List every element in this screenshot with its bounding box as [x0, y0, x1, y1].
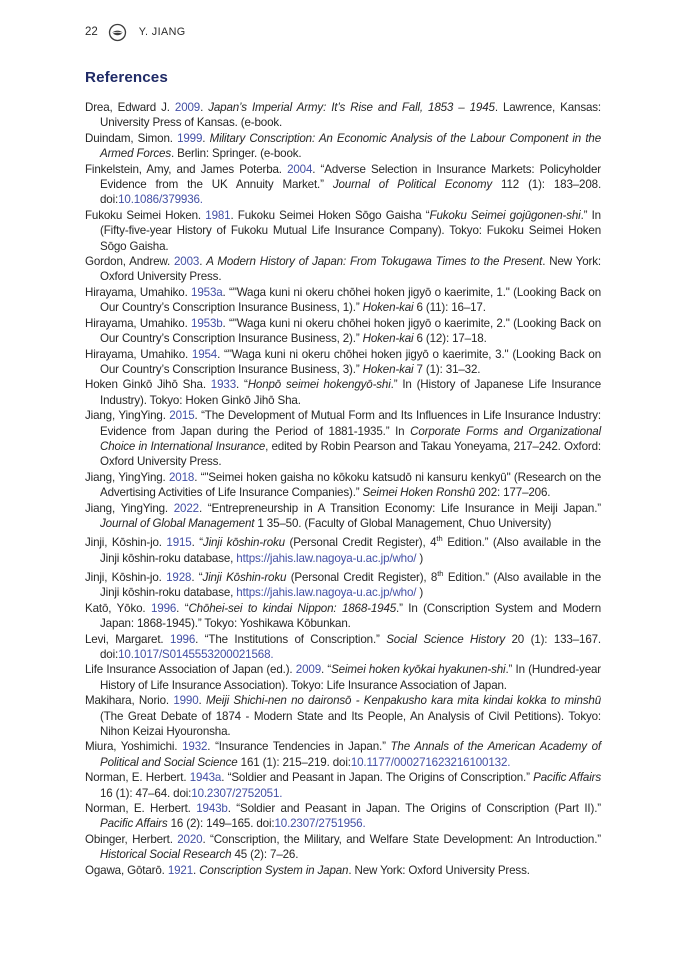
reference-italic-text: Journal of Global Management [100, 516, 255, 530]
reference-text: 1 35–50. (Faculty of Global Management, Chuo University) [254, 516, 552, 530]
reference-italic-text: Historical Social Research [100, 848, 232, 862]
reference-text: Levi, Margaret. [85, 632, 170, 646]
reference-entry [85, 285, 601, 316]
reference-italic-text: Pacific Affairs [100, 817, 168, 831]
reference-text: . “ [191, 570, 203, 584]
reference-entry [85, 601, 601, 632]
reference-text: Life Insurance Association of Japan (ed.). [85, 663, 296, 677]
reference-link[interactable]: 1933 [210, 378, 236, 392]
reference-italic-text: Seimei Hoken Ronshū [362, 486, 476, 500]
reference-text: , edited by Robin Pearson and Takau Yoneyama, 217–242. Oxford: Oxford University Press. [100, 439, 601, 469]
reference-italic-text: Hoken-kai [362, 332, 414, 346]
reference-link[interactable]: 2020 [177, 832, 203, 846]
reference-link[interactable]: 10.1017/S0145553200021568. [118, 647, 274, 661]
reference-text: th [437, 569, 444, 579]
reference-text: Drea, Edward J. [85, 101, 175, 114]
reference-entry [85, 254, 601, 285]
reference-text: . “"Waga kuni ni okeru chōhei hoken jigyō o kaerimite, 1." (Looking Back on Our Country’s Conscription Insurance Business, 1).” [100, 285, 601, 315]
reference-link[interactable]: 10.2307/2752051. [191, 786, 283, 800]
reference-text: . [202, 131, 210, 145]
reference-italic-text: Pacific Affairs [533, 771, 601, 785]
reference-text: . [200, 101, 209, 114]
reference-text: Edition.” (Also available in the Jinji kōshin-roku database, [100, 570, 601, 600]
page-header [85, 22, 601, 42]
reference-link[interactable]: 2018 [168, 470, 195, 484]
reference-link[interactable]: 1932 [182, 740, 208, 754]
reference-text: . Lawrence, Kansas: University Press of Kansas. (e-book. [100, 101, 601, 130]
reference-text: 6 (11): 16–17. [413, 301, 486, 315]
reference-link[interactable]: 1990 [173, 694, 199, 708]
reference-italic-text: Seimei hoken kyōkai hyakunen-shi [331, 663, 506, 677]
reference-text: . “Soldier and Peasant in Japan. The Origins of Conscription (Part II).” [227, 802, 601, 815]
reference-entry [85, 863, 601, 878]
reference-text: . “Adverse Selection in Insurance Markets: Policyholder Evidence from the UK Annuity Market.” [100, 162, 601, 192]
reference-text: . New York: Oxford University Press. [100, 255, 601, 284]
reference-entry [85, 316, 601, 347]
reference-text: . Berlin: Springer. (e-book. [171, 147, 302, 161]
reference-link[interactable]: 2009 [174, 101, 201, 114]
reference-entry [85, 566, 601, 601]
reference-link[interactable]: 1999 [177, 131, 203, 145]
reference-text: . “Soldier and Peasant in Japan. The Origins of Conscription.” [221, 771, 534, 785]
reference-link[interactable]: 10.1086/379936. [118, 193, 203, 207]
reference-italic-text: Fukoku Seimei gojūgonen-shi [429, 208, 581, 222]
reference-link[interactable]: 1943a [189, 771, 222, 785]
reference-text: . “The Development of Mutual Form and Its Influences in Life Insurance Industry: Evidence from Japan during the Period of 1881-1935.” In [100, 409, 601, 438]
reference-link[interactable]: 2009 [295, 663, 321, 677]
reference-link[interactable]: 1928 [166, 570, 192, 584]
reference-italic-text: Social Science History [386, 632, 506, 646]
reference-text: 6 (12): 17–18. [413, 332, 487, 346]
reference-text: . [198, 694, 206, 708]
reference-entry [85, 531, 601, 566]
reference-text: ) [416, 551, 424, 565]
reference-text: Edition.” (Also available in the Jinji kōshin-roku database, [100, 536, 601, 565]
reference-text: ) [416, 586, 424, 600]
reference-italic-text: Jinji kōshin-roku [202, 536, 285, 550]
reference-text: (Personal Credit Register), 8 [286, 570, 438, 584]
reference-text: .” In (Fifty-five-year History of Fukoku Mutual Life Insurance Company). Tokyo: Fukoku Seimei Hoken Sōgo Gaisha. [100, 208, 601, 253]
reference-text: Hirayama, Umahiko. [85, 316, 192, 330]
reference-text: . “ [176, 601, 189, 615]
reference-text: Norman, E. Herbert. [85, 771, 190, 785]
reference-text: 112 (1): 183–208. doi: [100, 178, 602, 207]
reference-text: .” In (Hundred-year History of Life Insurance Association). Tokyo: Life Insurance Association of Japan. [100, 663, 602, 692]
reference-text: Katō, Yōko. [85, 601, 151, 615]
reference-entry [85, 662, 601, 693]
reference-entry [85, 501, 601, 532]
reference-text: Obinger, Herbert. [85, 832, 178, 846]
reference-entry [85, 377, 601, 408]
reference-entry [85, 739, 601, 770]
reference-text: .” In (History of Japanese Life Insurance Industry). Tokyo: Hoken Ginkō Jihō Sha. [100, 378, 602, 407]
reference-text: .” In (Conscription System and Modern Japan: 1868-1945).” Tokyo: Yoshikawa Kōbunkan. [100, 601, 601, 631]
reference-text: . “Conscription, the Military, and Welfare State Development: An Introduction.” [202, 832, 601, 846]
reference-text: Jinji, Kōshin-jo. [85, 570, 167, 584]
reference-entry [85, 131, 601, 162]
reference-text: 202: 177–206. [475, 486, 551, 500]
reference-text: (Personal Credit Register), 4 [284, 536, 437, 550]
reference-entry [85, 162, 601, 208]
reference-link[interactable]: https://jahis.law.nagoya-u.ac.jp/who/ [236, 551, 417, 565]
reference-text: Jinji, Kōshin-jo. [85, 536, 167, 550]
reference-italic-text: Corporate Forms and Organizational Choice in International Insurance [100, 424, 601, 453]
reference-italic-text: Honpō seimei hokengyō-shi [247, 378, 391, 392]
reference-text: Duindam, Simon. [85, 131, 178, 145]
reference-link[interactable]: 1953a [191, 285, 223, 299]
reference-text: Hoken Ginkō Jihō Sha. [85, 378, 211, 392]
reference-text: 45 (2): 7–26. [231, 848, 299, 862]
reference-text: Gordon, Andrew. [85, 255, 174, 269]
reference-link[interactable]: 1915 [166, 536, 192, 550]
reference-text: . Fukoku Seimei Hoken Sōgo Gaisha “ [230, 208, 430, 222]
reference-entry [85, 770, 601, 801]
reference-text: . “ [321, 663, 332, 677]
reference-italic-text: Meiji Shichi-nen no daironsō - Kenpakusho kara mita kindai kokka to minshū [205, 694, 601, 708]
reference-text: . “ [236, 378, 248, 392]
reference-link[interactable]: https://jahis.law.nagoya-u.ac.jp/who/ [236, 586, 417, 600]
reference-text: . “"Waga kuni ni okeru chōhei hoken jigyō o kaerimite, 3." (Looking Back on Our Country’s Conscription Insurance Business, 3).” [100, 347, 602, 376]
reference-text: Ogawa, Gōtarō. [85, 863, 168, 877]
reference-entry [85, 100, 601, 131]
reference-text: 161 (1): 215–219. doi: [237, 755, 351, 769]
reference-entry [85, 693, 601, 739]
references-list [85, 100, 601, 878]
reference-link[interactable]: 2015 [169, 409, 195, 423]
reference-text: . “"Waga kuni ni okeru chōhei hoken jigyō o kaerimite, 2." (Looking Back on Our Country’s Conscription Insurance Business, 2).” [100, 316, 601, 346]
running-author: Y. JIANG [138, 26, 186, 38]
reference-text: 16 (1): 47–64. doi: [100, 786, 192, 800]
reference-link[interactable]: 10.2307/2751956. [274, 817, 366, 831]
reference-italic-text: Military Conscription: An Economic Analysis of the Labour Component in the Armed Forces [100, 131, 601, 161]
reference-link[interactable]: 1953b [191, 316, 223, 330]
reference-text: . [199, 255, 207, 269]
reference-text: Jiang, YingYing. [85, 409, 170, 423]
reference-link[interactable]: 1981 [205, 208, 231, 222]
reference-text: Miura, Yoshimichi. [85, 740, 183, 754]
reference-italic-text: The Annals of the American Academy of Political and Social Science [100, 740, 601, 769]
reference-entry [85, 832, 601, 863]
reference-link[interactable]: 1954 [191, 347, 218, 361]
reference-italic-text: Japan’s Imperial Army: It’s Rise and Fall, 1853 – 1945 [208, 101, 495, 114]
reference-text: . “Entrepreneurship in A Transition Economy: Life Insurance in Meiji Japan.” [198, 501, 601, 515]
reference-text: Finkelstein, Amy, and James Poterba. [85, 162, 288, 176]
reference-italic-text: A Modern History of Japan: From Tokugawa Times to the Present [206, 255, 543, 269]
reference-text: . “The Institutions of Conscription.” [195, 632, 387, 646]
reference-text: . [193, 863, 200, 877]
reference-text: . “"Seimei hoken gaisha no kōkoku katsudō ni kansuru kenkyū" (Research on the Advertising Activities of Life Insurance Companies).” [100, 470, 602, 500]
reference-text: Hirayama, Umahiko. [85, 285, 192, 299]
reference-text: th [436, 534, 443, 544]
reference-italic-text: Journal of Political Economy [332, 178, 493, 192]
reference-text: Fukoku Seimei Hoken. [85, 208, 206, 222]
reference-text: (The Great Debate of 1874 - Modern State and Its People, An Analysis of Civil Petitions). Tokyo: Nihon Keizai Hyouronsha. [100, 709, 601, 738]
reference-entry [85, 801, 601, 832]
reference-link[interactable]: 10.1177/000271623216100132. [350, 755, 511, 769]
reference-text: . “Insurance Tendencies in Japan.” [207, 740, 391, 754]
reference-entry [85, 408, 601, 470]
reference-text: Hirayama, Umahiko. [85, 347, 192, 361]
page-number: 22 [85, 26, 98, 38]
reference-entry [85, 470, 601, 501]
reference-link[interactable]: 1996 [150, 601, 177, 615]
reference-italic-text: Hoken-kai [362, 362, 414, 376]
publisher-logo-icon [108, 23, 127, 42]
reference-text: 20 (1): 133–167. doi: [100, 632, 601, 661]
reference-text: Jiang, YingYing. [85, 470, 169, 484]
reference-link[interactable]: 1943b [196, 802, 228, 815]
reference-text: Makihara, Norio. [85, 694, 174, 708]
reference-link[interactable]: 2004 [287, 162, 313, 176]
reference-text: Norman, E. Herbert. [85, 802, 197, 815]
reference-link[interactable]: 2022 [173, 501, 199, 515]
reference-entry [85, 632, 601, 663]
reference-link[interactable]: 1996 [169, 632, 196, 646]
references-heading: References [85, 69, 168, 86]
reference-entry [85, 347, 601, 378]
reference-text: Jiang, YingYing. [85, 501, 174, 515]
reference-link[interactable]: 1921 [167, 863, 194, 877]
reference-italic-text: Chōhei-sei to kindai Nippon: 1868-1945 [188, 601, 397, 615]
reference-link[interactable]: 2003 [174, 255, 200, 269]
reference-entry [85, 208, 601, 254]
reference-italic-text: Conscription System in Japan [199, 863, 349, 877]
reference-text: 16 (2): 149–165. doi: [167, 817, 275, 831]
reference-italic-text: Hoken-kai [362, 301, 414, 315]
reference-text: 7 (1): 31–32. [413, 362, 481, 376]
reference-text: . “ [191, 536, 203, 550]
reference-text: . New York: Oxford University Press. [348, 863, 530, 877]
reference-italic-text: Jinji Kōshin-roku [202, 570, 287, 584]
